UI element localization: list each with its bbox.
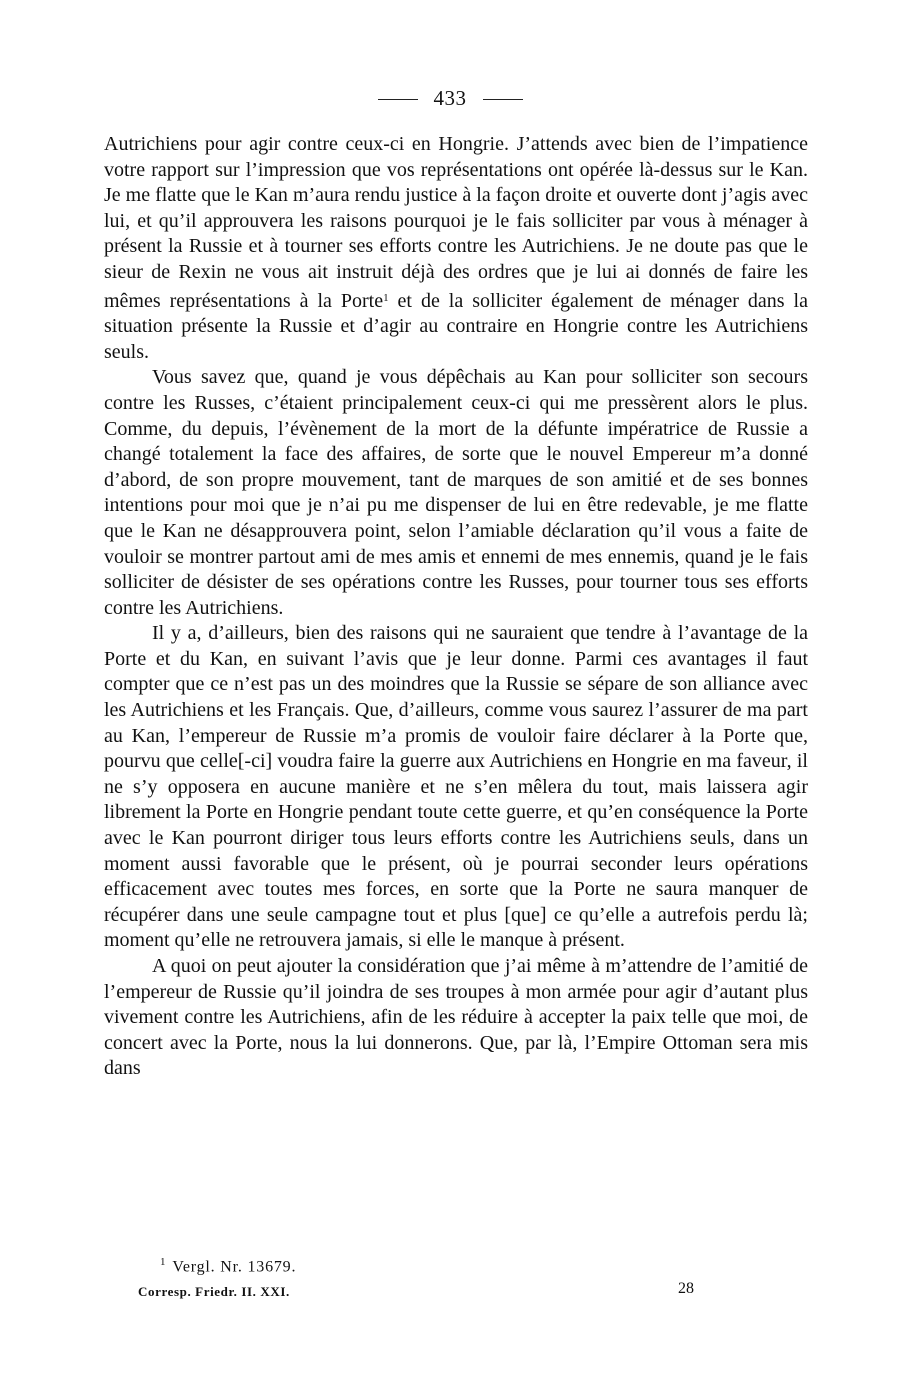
footer-sheet-number: 28 (678, 1280, 694, 1297)
page-number: 433 (433, 86, 467, 110)
footnote-marker: 1 (383, 291, 389, 304)
paragraph-3: Il y a, d’ailleurs, bien des raisons qui ne sauraient que tendre à l’avantage de la Porte et du Kan, en suivant l’avis que je leur donne. Parmi ces avantages il faut compter que ce n’est pas un des moindres que la Russie se sépare de son alliance avec les Autrichiens et les Français. Que, d’ailleurs, comme vous saurez l’assurer de ma part au Kan, l’empereur de Russie m’a promis de vouloir faire déclarer à la Porte que, pourvu que celle[-ci] voudra faire la guerre aux Autrichiens en Hongrie en ma faveur, il ne s’y opposera en aucune manière et ne s’en mêlera du tout, mais laissera agir librement la Porte en Hongrie pendant toute cette guerre, et qu’en conséquence la Porte avec le Kan pourront diriger tous leurs efforts contre les Autrichiens seuls, dans un moment aussi favorable que le présent, où je pourrai seconder leurs opérations efficacement avec toutes mes forces, en sorte que la Porte ne saura manquer de récupérer dans une seule campagne tout et plus [que] ce qu’elle a autrefois perdu là; moment qu’elle ne retrouvera jamais, si elle le manque à présent. (104, 622, 808, 952)
header-rule-left (378, 99, 418, 100)
footnote-text: Vergl. Nr. 13679. (172, 1258, 297, 1276)
paragraph-2: Vous savez que, quand je vous dépêchais au Kan pour solliciter son secours contre les Russes, c’étaient principalement ceux-ci qui me pressèrent alors le plus. Comme, du depuis, l’évènement de la mort de la défunte impératrice de Russie a changé totalement la face des affaires, de sorte que le nouvel Empereur m’a donné d’abord, de son propre mouvement, tant de marques de son amitié et de ses bonnes intentions pour moi que je n’ai pu me dispenser de lui en être redevable, je me flatte que le Kan ne désapprouvera point, selon l’amiable déclaration qu’il vous a faite de vouloir se montrer partout ami de mes amis et ennemi de mes ennemis, quand je le fais solliciter de désister de ses opérations contre les Russes, pour tourner tous ses efforts contre les Autrichiens. (104, 366, 808, 619)
paragraph-1-continuation: et de la solliciter également de ménager dans la situation présente la Russie et d’agir au contraire en Hongrie contre les Autrichiens seuls. (104, 289, 808, 363)
footnote (160, 1256, 760, 1276)
footer-signature: Corresp. Friedr. II. XXI. (138, 1284, 290, 1299)
footnote-number: 1 (160, 1256, 167, 1268)
paragraph-4: A quoi on peut ajouter la considération que j’ai même à m’attendre de l’amitié de l’empereur de Russie qu’il joindra de ses troupes à mon armée pour agir d’autant plus vivement contre les Autrichiens, afin de les réduire à accepter la paix telle que moi, de concert avec la Porte, nous la lui donnerons. Que, par là, l’Empire Ottoman sera mis dans (104, 955, 808, 1080)
paragraph-1 (104, 132, 808, 365)
header-rule-right (483, 99, 523, 100)
paragraph-1-text: Autrichiens pour agir contre ceux-ci en Hongrie. J’attends avec bien de l’impatience votre rapport sur l’impression que vos représentations ont opérée là-dessus sur le Kan. Je me flatte que le Kan m’aura rendu justice à la façon droite et ouverte dont j’agis avec lui, et qu’il approuvera les raisons pourquoi je le fais solliciter par vous à ménager à présent la Russie et à tourner ses efforts contre les Autrichiens. Je ne doute pas que le sieur de Rexin ne vous ait instruit déjà des ordres que je lui ai donnés de faire les mêmes représentations à la Porte (104, 133, 808, 312)
page-header (0, 86, 900, 111)
body-text (104, 132, 808, 1082)
